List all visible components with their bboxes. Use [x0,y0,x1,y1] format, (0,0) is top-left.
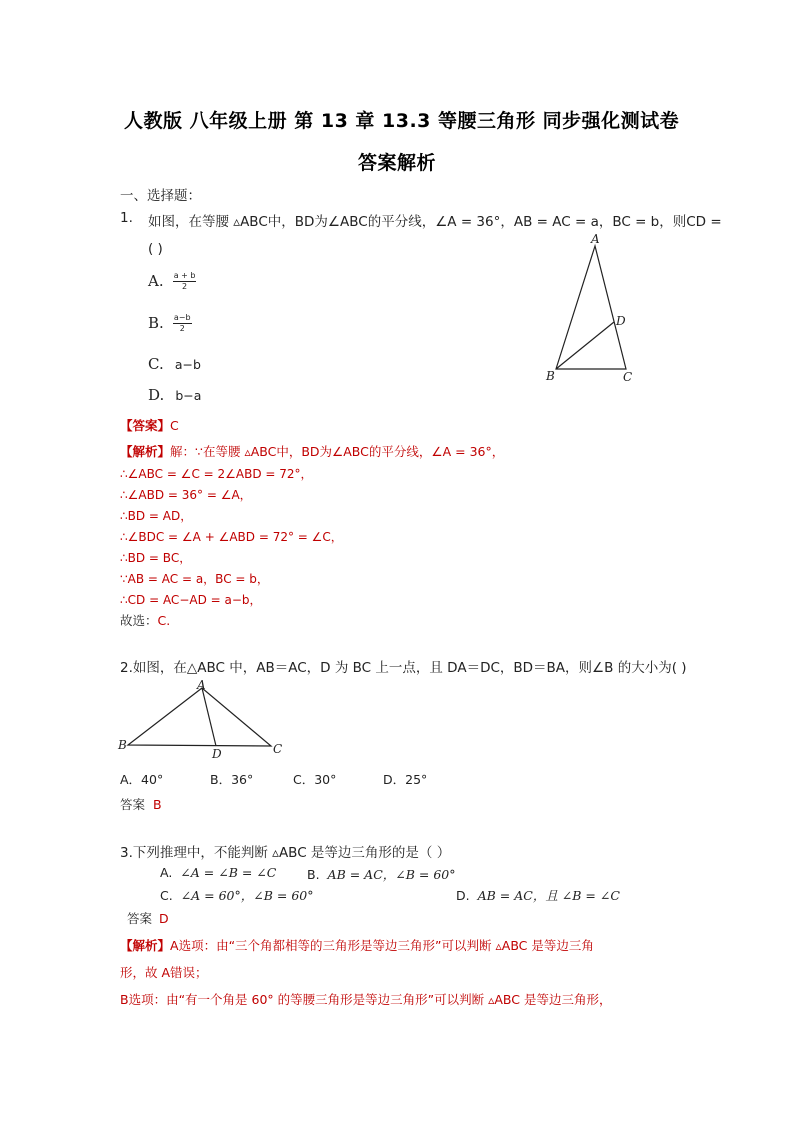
q1-choose-value: C. [157,613,171,628]
q1-option-c-text: a−b [174,357,201,372]
q1-figure [540,230,650,390]
q1-option-c [148,354,201,373]
q2-triangle [128,688,271,746]
q1-number: 1. [120,210,133,226]
q3-option-c-text: ∠A = 60°，∠B = 60° [180,888,314,903]
q1-step-3: ∴BD = AD， [120,509,193,523]
q1-analysis [120,442,504,460]
q3-answer [127,909,169,927]
q3-text: 3.下列推理中，不能判断 ▵ABC 是等边三角形的是（ ） [120,845,451,861]
q1-option-a-letter: A. [148,272,164,290]
q3-option-c [160,886,314,904]
q1-answer [120,416,179,434]
q1-choose-label: 故选： [120,613,158,628]
q1-step-5: ∴BD = BC， [120,551,192,565]
q1-step-4: ∴∠BDC = ∠A + ∠ABD = 72° = ∠C， [120,530,343,544]
q2-answer [120,795,162,813]
q3-analysis-label: 【解析】 [120,938,171,953]
q1-answer-label: 【答案】 [120,418,171,433]
q2-option-a: A．40° [120,772,164,787]
q3-option-a [160,865,276,880]
page-title: 人教版 八年级上册 第 13 章 13.3 等腰三角形 同步强化测试卷 [124,110,680,132]
q3-option-b-text: AB = AC，∠B = 60° [327,867,456,882]
q3-answer-value: D [159,911,169,926]
q2-figure [115,678,295,763]
q1-option-a-fraction [173,271,197,292]
q2-segment-ad [202,688,216,746]
q1-option-d-text: b−a [175,388,202,403]
q1-step-6: ∵AB = AC = a，BC = b， [120,572,269,586]
q1-step-1: ∴∠ABC = ∠C = 2∠ABD = 72°， [120,467,313,481]
q1-label-c: C [623,370,633,384]
q3-analysis-line2: 形，故 A错误； [120,965,208,980]
q1-option-b-num: a−b [173,313,191,322]
q1-option-a-num: a + b [173,271,196,280]
q3-option-a-letter: A. [160,865,173,880]
q1-step-2: ∴∠ABD = 36° = ∠A， [120,488,252,502]
q1-step-7: ∴CD = AC−AD = a−b， [120,593,262,607]
q2-answer-label: 答案 [120,797,146,812]
q2-answer-value: B [153,797,162,812]
q2-label-b: B [118,738,127,752]
q3-analysis-a1: A选项：由“三个角都相等的三角形是等边三角形”可以判断 ▵ABC 是等边三角 [170,938,594,953]
q3-option-d [456,886,620,904]
q2-label-c: C [273,742,283,756]
q3-option-b [307,865,456,883]
q2-label-d: D [212,747,222,761]
q2-option-d: D．25° [383,772,428,787]
q1-label-a: A [591,232,600,246]
q3-option-d-letter: D. [456,888,470,903]
q1-option-a-den: 2 [182,282,188,291]
q3-answer-label: 答案 [127,911,153,926]
q2-option-b: B．36° [210,772,254,787]
q1-analysis-first: 解：∵在等腰 ▵ABC中，BD为∠ABC的平分线，∠A = 36°， [170,444,505,459]
section-heading: 一、选择题： [120,188,201,204]
q1-option-b-letter: B. [148,314,164,332]
q2-label-a: A [197,678,206,692]
q3-option-d-text: AB = AC，且 ∠B = ∠C [477,888,620,903]
q3-analysis-line3: B选项：由“有一个角是 60° 的等腰三角形是等边三角形”可以判断 ▵ABC 是等边三角形， [120,992,612,1007]
q1-analysis-label: 【解析】 [120,444,171,459]
q1-option-d [148,385,201,404]
q1-choose [120,611,170,629]
q2-text: 2.如图，在△ABC 中，AB＝AC，D 为 BC 上一点，且 DA＝DC，BD＝BA，则∠B 的大小为( ) [120,660,687,676]
q3-option-c-letter: C. [160,888,173,903]
q2-option-c: C．30° [293,772,337,787]
q3-option-b-letter: B. [307,867,320,882]
q3-analysis-line1 [120,936,594,954]
q1-option-d-letter: D. [148,386,165,404]
page-subtitle: 答案解析 [358,152,437,174]
q1-option-b-fraction [173,313,192,334]
q1-option-b [148,313,192,334]
q3-option-a-text: ∠A = ∠B = ∠C [180,865,277,880]
q1-option-b-den: 2 [179,324,185,333]
q1-bisector-bd [556,322,614,369]
q1-option-a [148,271,196,292]
q1-label-b: B [546,369,555,383]
q1-triangle [556,246,626,369]
q1-option-c-letter: C. [148,355,164,373]
q1-label-d: D [616,314,626,328]
q1-text: 如图，在等腰 ▵ABC中，BD为∠ABC的平分线，∠A = 36°，AB = AC = a，BC = b，则CD = [148,214,722,230]
q1-paren: ( ) [148,241,163,257]
q1-answer-value: C [170,418,179,433]
